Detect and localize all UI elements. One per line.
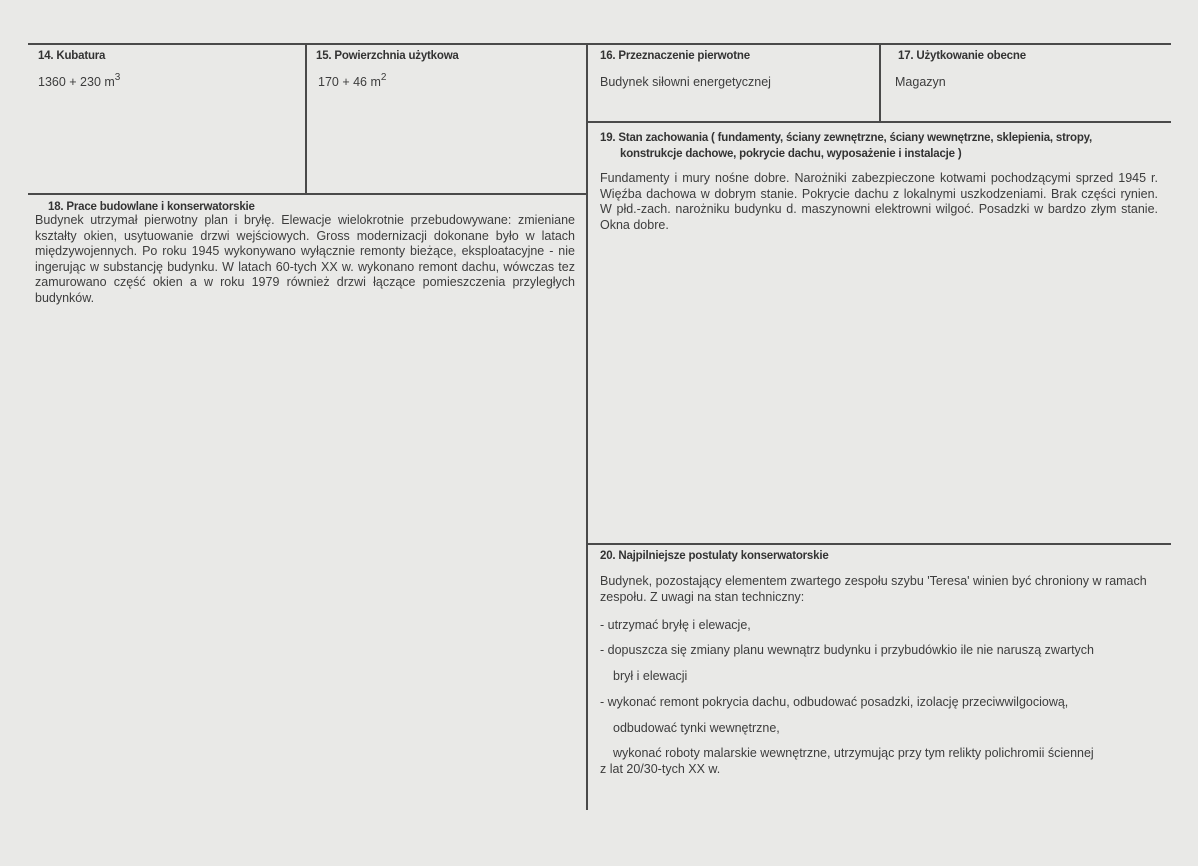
field-20-item-3b: odbudować tynki wewnętrzne,: [613, 721, 780, 735]
field-15-value: [318, 74, 386, 90]
field-14-value: [38, 74, 120, 90]
field-18-label: 18. Prace budowlane i konserwatorskie: [48, 201, 255, 213]
field-19-label-line2: konstrukcje dachowe, pokrycie dachu, wyposażenie i instalacje ): [620, 148, 962, 160]
field-17-label: 17. Użytkowanie obecne: [898, 50, 1026, 62]
field-19-label-line1: 19. Stan zachowania ( fundamenty, ściany zewnętrzne, ściany wewnętrzne, sklepienia, stropy,: [600, 132, 1093, 144]
field-20-item-4b: z lat 20/30-tych XX w.: [600, 762, 721, 776]
field-20-item-2b: brył i elewacji: [613, 669, 688, 683]
rule-above-18: [28, 193, 586, 195]
rule-below-16-17: [586, 121, 1171, 123]
divider-main: [586, 43, 588, 810]
powierzchnia-value: 170 + 46 m: [318, 75, 381, 89]
field-20-item-4a: wykonać roboty malarskie wewnętrzne, utrzymując przy tym relikty polichromii ściennej: [613, 746, 1094, 760]
field-20-item-1: - utrzymać bryłę i elewacje,: [600, 618, 751, 632]
field-17-value: Magazyn: [895, 75, 946, 89]
kubatura-value: 1360 + 230 m: [38, 75, 115, 89]
field-20-item-2a: - dopuszcza się zmiany planu wewnątrz budynku i przybudówkio ile nie naruszą zwartych: [600, 643, 1094, 657]
powierzchnia-unit-exponent: 2: [380, 72, 387, 83]
top-rule: [28, 43, 1171, 45]
field-16-label: 16. Przeznaczenie pierwotne: [600, 50, 750, 62]
kubatura-unit-exponent: 3: [114, 72, 121, 83]
field-14-label: 14. Kubatura: [38, 50, 106, 62]
field-16-value: Budynek siłowni energetycznej: [600, 75, 771, 89]
field-20-item-3a: - wykonać remont pokrycia dachu, odbudować posadzki, izolację przeciwwilgociową,: [600, 695, 1069, 709]
divider-16-17: [879, 43, 881, 121]
field-19-text: Fundamenty i mury nośne dobre. Narożniki zabezpieczone kotwami pochodzącymi sprzed 1945 r. Więźba dachowa w dobrym stanie. Pokrycie dachu z lokalnymi uszkodzeniami. Brak części rynien. W płd.-zach. narożniku budynku d. maszynowni elektrowni wilgoć. Posadzki w bardzo złym stanie. Okna dobre.: [600, 171, 1158, 232]
field-18-text: Budynek utrzymał pierwotny plan i bryłę. Elewacje wielokrotnie przebudowywane: zmieniane kształty okien, usytuowanie drzwi wejściowych. Gross modernizacji dokonane było w latach międzywojennych. Po roku 1945 wykonywano wyłącznie remonty bieżące, eksploatacyjne - nie ingerując w substancję budynku. W latach 60-tych XX w. wykonano remont dachu, wówczas tez zamurowano część okien a w roku 1979 również drzwi łączące pomieszczenia przyległych budynków.: [35, 213, 575, 305]
divider-14-15: [305, 43, 307, 193]
field-15-label: 15. Powierzchnia użytkowa: [316, 50, 459, 62]
rule-above-20: [586, 543, 1171, 545]
field-20-intro: Budynek, pozostający elementem zwartego zespołu szybu 'Teresa' winien być chroniony w ramach zespołu. Z uwagi na stan techniczny:: [600, 574, 1147, 604]
field-20-label: 20. Najpilniejsze postulaty konserwatorskie: [600, 550, 829, 562]
